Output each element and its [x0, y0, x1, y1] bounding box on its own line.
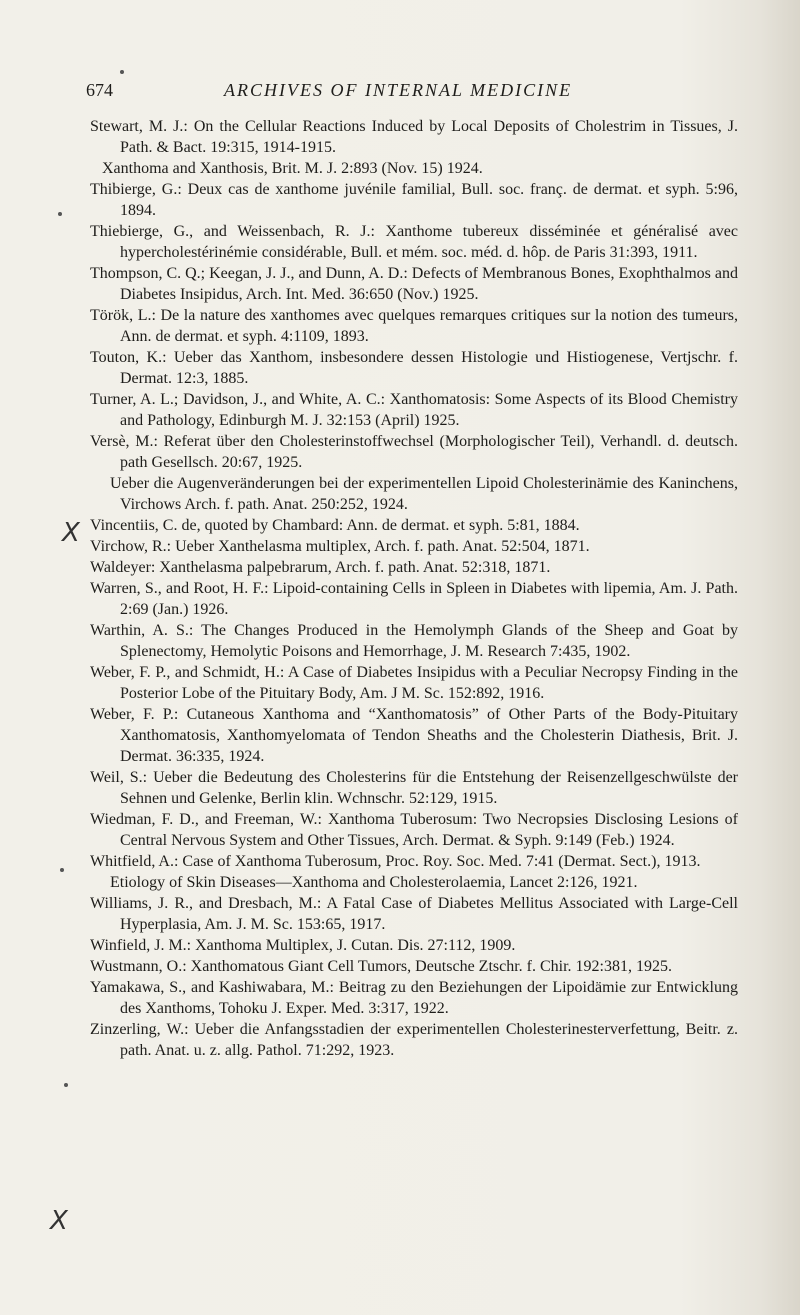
page-header	[86, 80, 736, 104]
reference-item: Whitfield, A.: Case of Xanthoma Tuberosum, Proc. Roy. Soc. Med. 7:41 (Dermat. Sect.), 1913.	[90, 853, 701, 870]
reference-item: Xanthoma and Xanthosis, Brit. M. J. 2:893 (Nov. 15) 1924.	[102, 160, 483, 177]
reference-item: Versè, M.: Referat über den Cholesterinstoffwechsel (Morphologischer Teil), Verhandl. d. deutsch. path Gesellsch. 20:67, 1925.	[90, 433, 738, 471]
reference-item: Weber, F. P., and Schmidt, H.: A Case of Diabetes Insipidus with a Peculiar Necropsy Finding in the Posterior Lobe of the Pituitary Body, Am. J M. Sc. 152:892, 1916.	[90, 664, 738, 702]
reference-item: Williams, J. R., and Dresbach, M.: A Fatal Case of Diabetes Mellitus Associated with Large-Cell Hyperplasia, Am. J. M. Sc. 153:65, 1917.	[90, 895, 738, 933]
reference-item: Ueber die Augenveränderungen bei der experimentellen Lipoid Cholesterinämie des Kaninchens, Virchows Arch. f. path. Anat. 250:252, 1924.	[110, 475, 738, 513]
reference-item: Waldeyer: Xanthelasma palpebrarum, Arch. f. path. Anat. 52:318, 1871.	[90, 559, 551, 576]
reference-item: Virchow, R.: Ueber Xanthelasma multiplex, Arch. f. path. Anat. 52:504, 1871.	[90, 538, 590, 555]
reference-item: Touton, K.: Ueber das Xanthom, insbesondere dessen Histologie und Histiogenese, Vertjschr. f. Dermat. 12:3, 1885.	[90, 349, 738, 387]
speck	[120, 70, 124, 74]
reference-item: Wustmann, O.: Xanthomatous Giant Cell Tumors, Deutsche Ztschr. f. Chir. 192:381, 1925.	[90, 958, 672, 975]
reference-item: Turner, A. L.; Davidson, J., and White, A. C.: Xanthomatosis: Some Aspects of its Blood Chemistry and Pathology, Edinburgh M. J. 32:153 (April) 1925.	[90, 391, 738, 429]
page-number: 674	[86, 80, 113, 100]
speck	[64, 1083, 68, 1087]
margin-x-mark: X	[50, 1206, 68, 1236]
reference-item: Zinzerling, W.: Ueber die Anfangsstadien der experimentellen Cholesterinesterverfettung, Beitr. z. path. Anat. u. z. allg. Pathol. 71:292, 1923.	[90, 1021, 738, 1059]
reference-item: Winfield, J. M.: Xanthoma Multiplex, J. Cutan. Dis. 27:112, 1909.	[90, 937, 516, 954]
reference-item: Stewart, M. J.: On the Cellular Reactions Induced by Local Deposits of Cholestrim in Tissues, J. Path. & Bact. 19:315, 1914-1915.	[90, 118, 738, 156]
reference-item: Weil, S.: Ueber die Bedeutung des Cholesterins für die Entstehung der Reisenzellgeschwülste der Sehnen und Gelenke, Berlin klin. Wchnschr. 52:129, 1915.	[90, 769, 738, 807]
running-title: ARCHIVES OF INTERNAL MEDICINE	[224, 80, 573, 100]
reference-item: Warthin, A. S.: The Changes Produced in the Hemolymph Glands of the Sheep and Goat by Splenectomy, Hemolytic Poisons and Hemorrhage, J. M. Research 7:435, 1902.	[90, 622, 738, 660]
speck	[58, 212, 62, 216]
reference-item: Warren, S., and Root, H. F.: Lipoid-containing Cells in Spleen in Diabetes with lipemia, Am. J. Path. 2:69 (Jan.) 1926.	[90, 580, 738, 618]
reference-item: Weber, F. P.: Cutaneous Xanthoma and “Xanthomatosis” of Other Parts of the Body-Pituitary Xanthomatosis, Xanthomyelomata of Tendon Sheaths and the Cholesterin Diathesis, Brit. J. Dermat. 36:335, 1924.	[90, 706, 738, 765]
speck	[60, 868, 64, 872]
reference-item: Török, L.: De la nature des xanthomes avec quelques remarques critiques sur la notion des tumeurs, Ann. de dermat. et syph. 4:1109, 1893.	[90, 307, 738, 345]
reference-list	[90, 116, 738, 1061]
reference-item: Wiedman, F. D., and Freeman, W.: Xanthoma Tuberosum: Two Necropsies Disclosing Lesions of Central Nervous System and Other Tissues, Arch. Dermat. & Syph. 9:149 (Feb.) 1924.	[90, 811, 738, 849]
reference-item: Vincentiis, C. de, quoted by Chambard: Ann. de dermat. et syph. 5:81, 1884.	[90, 517, 580, 534]
reference-item: Etiology of Skin Diseases—Xanthoma and Cholesterolaemia, Lancet 2:126, 1921.	[110, 874, 638, 891]
reference-item: Thompson, C. Q.; Keegan, J. J., and Dunn, A. D.: Defects of Membranous Bones, Exophthalmos and Diabetes Insipidus, Arch. Int. Med. 36:650 (Nov.) 1925.	[90, 265, 738, 303]
reference-item: Thibierge, G.: Deux cas de xanthome juvénile familial, Bull. soc. franç. de dermat. et syph. 5:96, 1894.	[90, 181, 738, 219]
reference-item: Thiebierge, G., and Weissenbach, R. J.: Xanthome tubereux disséminée et généralisé avec hypercholestérinémie considérable, Bull. et mém. soc. méd. d. hôp. de Paris 31:393, 1911.	[90, 223, 738, 261]
reference-item: Yamakawa, S., and Kashiwabara, M.: Beitrag zu den Beziehungen der Lipoidämie zur Entwicklung des Xanthoms, Tohoku J. Exper. Med. 3:317, 1922.	[90, 979, 738, 1017]
margin-x-mark: X	[62, 518, 80, 548]
